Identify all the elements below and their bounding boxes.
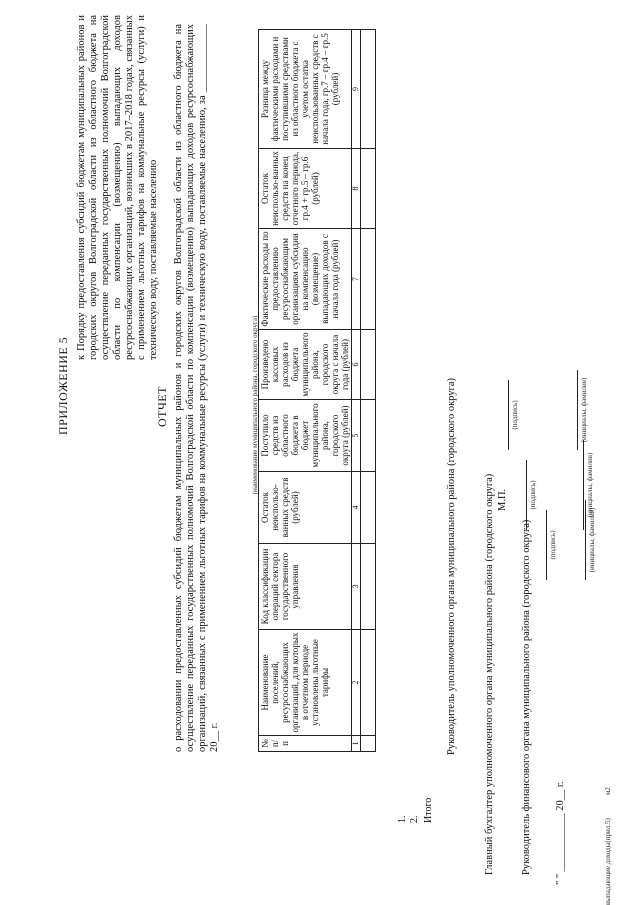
finance-signature-line xyxy=(546,510,547,580)
column-number: 6 xyxy=(352,330,361,400)
accountant-signature-caption: (подпись) xyxy=(529,480,537,510)
head-signature-label: Руководитель уполномоченного органа муниципального района (городского округа) xyxy=(446,378,457,755)
col-header-balance: Остаток неиспользо-ванных средств (рублей) xyxy=(259,472,352,544)
footer-page: м2 xyxy=(604,787,612,795)
accountant-initials-line xyxy=(583,440,584,530)
finance-signature-caption: (подпись) xyxy=(549,530,557,560)
col-header-difference: Разница между фактическими расходами и поступившими средствами из областного бюджета с учетом остатка неиспользованных средств с начала года, гр.7 – гр.4 – гр.5 (рублей) xyxy=(259,30,352,149)
column-number: 2 xyxy=(352,630,361,736)
row-label-1: 1. xyxy=(397,815,408,823)
finance-head-signature-label: Руководитель финансового органа муниципального района (городского округа) xyxy=(521,519,532,875)
col-header-code: Код классификации операций сектора государственного управления xyxy=(259,544,352,630)
head-signature-line xyxy=(508,380,509,450)
report-description: о расходовании предоставленных субсидий бюджетам муниципальных районов и городских округов Волгоградской области из областного бюджета на осуществление переданных государственных полномочий Волгоградской области по компенсации (возмещению) выпадающих доходов ресурсоснабжающих организаций, связанных с применением льготных тарифов на коммунальные ресурсы (услуги) и техническую воду, поставляемые населению, за _____________ 20__ г. xyxy=(173,24,220,752)
column-number: 7 xyxy=(352,229,361,330)
total-label: Итого xyxy=(423,797,434,823)
footer-filename: выпадающие доходы(прил.5) xyxy=(604,818,612,905)
column-number: 1 xyxy=(352,736,361,752)
appendix-subtitle: к Порядку предоставления субсидий бюджетам муниципальных районов и городских округов Волгоградской области из областного бюджета на осуществление переданных государственных полномочий Волгоградской области по компенсации (возмещению) выпадающих доходов ресурсоснабжающих организаций, возникших в 2017–2018 годах, связанных с применением льготных тарифов на коммунальные ресурсы (услуги) и техническую воду, поставляемые населению xyxy=(76,15,159,360)
column-number: 4 xyxy=(352,472,361,544)
row-label-2: 2. xyxy=(409,815,420,823)
accountant-signature-label: Главный бухгалтер уполномоченного органа муниципального района (городского округа) xyxy=(484,473,495,875)
accountant-initials-caption: (инициалы, фамилия) xyxy=(586,452,594,518)
head-initials-line xyxy=(577,370,578,450)
col-header-received: Поступило средств из областного бюджета в бюджет муниципального района, городского округа (рублей) xyxy=(259,400,352,472)
column-number: 9 xyxy=(352,30,361,149)
col-header-end-balance: Остаток неиспользо-ванных средств на конец отчетного периода, гр.4 + гр.5 – гр.6 (рублей) xyxy=(259,149,352,229)
head-signature-caption: (подпись) xyxy=(511,400,519,430)
seal-label: М.П. xyxy=(497,488,508,511)
report-title: ОТЧЕТ xyxy=(155,386,169,427)
col-header-number: № п/п xyxy=(259,736,352,752)
head-initials-caption: (инициалы, фамилия) xyxy=(580,377,588,443)
column-number-row xyxy=(352,30,361,752)
table-header-row xyxy=(259,30,352,752)
column-number: 8 xyxy=(352,149,361,229)
table-row xyxy=(361,30,376,752)
col-header-actual-expenses: Фактические расходы по предоставлению ресурсоснабжающим организациям субсидии на компенсацию (возмещение) выпадающих доходов с начала года (рублей) xyxy=(259,229,352,330)
finance-initials-caption: (инициалы, фамилия) xyxy=(588,507,596,573)
municipality-caption: (наименование муниципального района, городского округа) xyxy=(251,315,259,495)
finance-initials-line xyxy=(585,500,586,580)
column-number: 3 xyxy=(352,544,361,630)
col-header-cash-expenses: Произведено кассовых расходов из бюджета муниципального района, городского округа с начала года (рублей) xyxy=(259,330,352,400)
date-line: " " ___________ 20__ г. xyxy=(555,781,566,885)
report-table xyxy=(258,29,376,752)
appendix-title: ПРИЛОЖЕНИЕ 5 xyxy=(56,336,70,435)
column-number: 5 xyxy=(352,400,361,472)
col-header-name: Наименование поселений, ресурсоснабжающих организаций, для которых в отчетном периоде установлены льготные тарифы xyxy=(259,630,352,736)
